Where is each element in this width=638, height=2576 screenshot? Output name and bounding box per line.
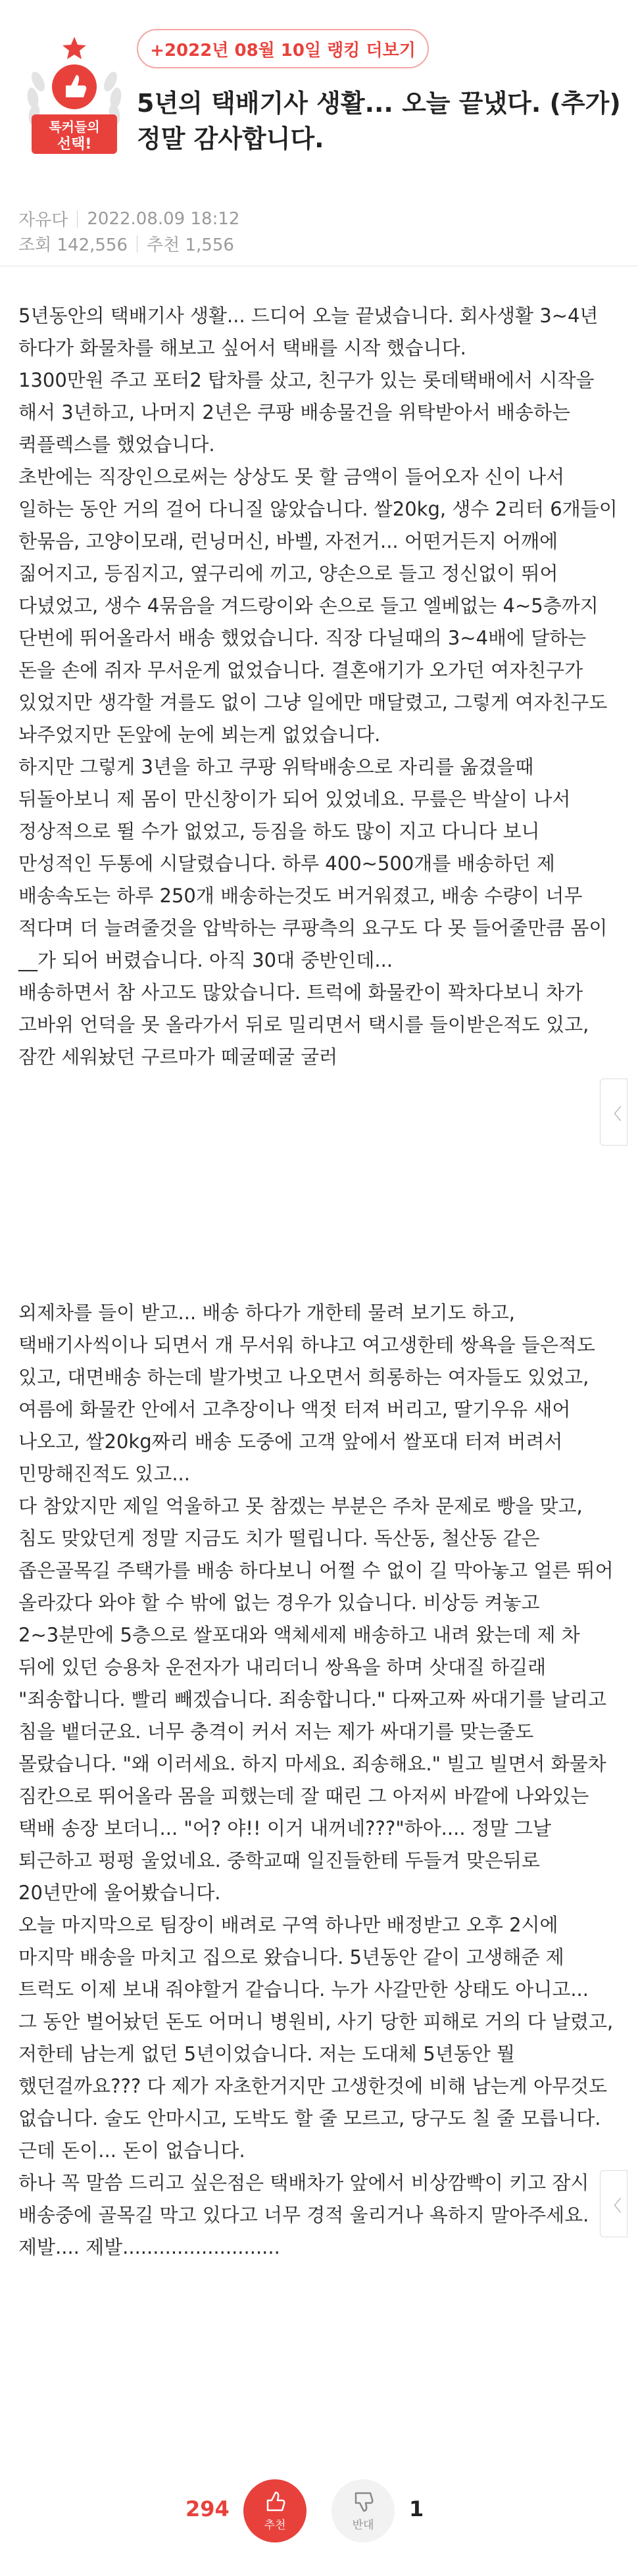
vote-bar	[0, 2473, 638, 2552]
upvote-label: 추천	[264, 2518, 286, 2532]
chevron-left-icon: 〈	[606, 1104, 622, 1123]
paragraph: 5년동안의 택배기사 생활... 드디어 오늘 끝냈습니다. 회사생활 3~4년 하다가 화물차를 해보고 싶어서 택배를 시작 했습니다.	[18, 304, 599, 359]
star-icon	[62, 37, 86, 59]
chevron-left-icon: 〈	[606, 2196, 622, 2215]
paragraph: 하지만 그렇게 3년을 하고 쿠팡 위탁배송으로 자리를 옮겼을때 뒤돌아보니 제 몸이 만신창이가 되어 있었네요. 무릎은 박살이 나서 정상적으로 뛸 수가 없었고, 등짐을 하도 많이 지고 다니다 보니 만성적인 두통에 시달렸습니다. 하루 400~500개를 배송하던 제 배송속도는 하루 250개 배송하는것도 버거워졌고, 배송 수량이 너무 적다며 더 늘려줄것을 압박하는 쿠팡측의 요구도 다 못 들어줄만큼 몸이 __가 되어 버렸습니다. 아직 30대 중반인데...	[18, 756, 608, 971]
ranking-more-link[interactable]: +2022년 08월 10일 랭킹 더보기	[137, 29, 429, 68]
downvote-count: 1	[409, 2496, 424, 2521]
paragraph: 다 참았지만 제일 억울하고 못 참겠는 부분은 주차 문제로 빵을 맞고, 침도 맞았던게 정말 지금도 치가 떨립니다. 독산동, 철산동 같은 좁은골목길 주택가를 배송 하다보니 어쩔 수 없이 길 막아놓고 얼른 뛰어 올라갔다 와야 할 수 밖에 없는 경우가 있습니다. 비상등 켜놓고 2~3분만에 5층으로 쌀포대와 액체세제 배송하고 내려 왔는데 제 차 뒤에 있던 승용차 운전자가 내리더니 쌍욕을 하며 삿대질 하길래 "죄송합니다. 빨리 빼겠습니다. 죄송합니다." 다짜고짜 싸대기를 날리고 침을 뱉더군요. 너무 충격이 커서 저는 제가 싸대기를 맞는줄도 몰랐습니다. "왜 이러세요. 하지 마세요. 죄송해요." 빌고 빌면서 화물차 짐칸으로 뛰어올라 몸을 피했는데 잘 때린 그 아저씨 바깥에 나와있는 택배 송장 보더니... "어? 야!! 이거 내꺼네???"하아.... 정말 그날 퇴근하고 펑펑 울었네요. 중학교때 일진들한테 두들겨 맞은뒤로 20년만에 울어봤습니다.	[18, 1495, 614, 1904]
best-pick-badge	[18, 36, 130, 160]
paragraph: 초반에는 직장인으로써는 상상도 못 할 금액이 들어오자 신이 나서 일하는 동안 거의 걸어 다니질 않았습니다. 쌀20kg, 생수 2리터 6개들이 한묶음, 고양이모래, 런닝머신, 바벨, 자전거... 어떤거든지 어깨에 짊어지고, 등짐지고, 옆구리에 끼고, 양손으로 들고 정신없이 뛰어 다녔었고, 생수 4묶음을 겨드랑이와 손으로 들고 엘베없는 4~5층까지 단번에 뛰어올라서 배송 했었습니다. 직장 다닐때의 3~4배에 달하는 돈을 손에 쥐자 무서운게 없었습니다. 결혼애기가 오가던 여자친구가 있었지만 생각할 겨를도 없이 그냥 일에만 매달렸고, 그렇게 여자친구도 놔주었지만 돈앞에 눈에 뵈는게 없었습니다.	[18, 466, 618, 746]
downvote-label: 반대	[352, 2518, 374, 2532]
paragraph: 하나 꼭 말씀 드리고 싶은점은 택배차가 앞에서 비상깜빡이 키고 잠시 배송중에 골목길 막고 있다고 너무 경적 울리거나 욕하지 말아주세요. 제발.... 제발..........................	[18, 2172, 589, 2258]
author-name[interactable]: 자유다	[18, 210, 68, 230]
svg-text:톡커들의: 톡커들의	[49, 119, 100, 135]
upvote-button[interactable]	[243, 2479, 307, 2542]
paragraph: 1300만원 주고 포터2 탑차를 샀고, 친구가 있는 롯데택배에서 시작을 해서 3년하고, 나머지 2년은 쿠팡 배송물건을 위탁받아서 배송하는 퀵플렉스를 했었습니다.	[18, 369, 595, 456]
svg-text:선택!: 선택!	[57, 136, 92, 153]
post-meta-stats	[18, 231, 234, 256]
paragraph: 배송하면서 참 사고도 많았습니다. 트럭에 화물칸이 꽉차다보니 차가 고바위 언덕을 못 올라가서 뒤로 밀리면서 택시를 들이받은적도 있고, 잠깐 세워놨던 구르마가 떼굴떼굴 굴러	[18, 981, 589, 1068]
post-date: 2022.08.09 18:12	[87, 208, 240, 229]
prev-post-tab[interactable]	[600, 1079, 627, 1146]
post-body-part2	[18, 1297, 618, 2264]
divider	[77, 210, 78, 228]
thumbs-down-icon	[352, 2491, 374, 2513]
view-count: 조회 142,556	[18, 235, 128, 255]
downvote-button[interactable]	[331, 2479, 395, 2542]
upvote-count: 294	[185, 2496, 230, 2521]
paragraph: 외제차를 들이 받고... 배송 하다가 개한테 물려 보기도 하고, 택배기사씩이나 되면서 개 무서워 하냐고 여고생한테 쌍욕을 들은적도 있고, 대면배송 하는데 발가벗고 나오면서 희롱하는 여자들도 있었고, 여름에 화물칸 안에서 고추장이나 액젓 터져 버리고, 딸기우유 새어 나오고, 쌀20kg짜리 배송 도중에 고객 앞에서 쌀포대 터져 버려서 민망해진적도 있고...	[18, 1301, 595, 1485]
paragraph: 그 동안 벌어놨던 돈도 어머니 병원비, 사기 당한 피해로 거의 다 날렸고, 저한테 남는게 없던 5년이었습니다. 저는 도대체 5년동안 뭘 했던걸까요??? 다 제가 자초한거지만 고생한것에 비해 남는게 아무것도 없습니다. 술도 안마시고, 도박도 할 줄 모르고, 당구도 칠 줄 모릅니다. 근데 돈이... 돈이 없습니다.	[18, 2010, 614, 2162]
post-meta-author-date	[18, 207, 239, 231]
next-post-tab[interactable]	[600, 2170, 627, 2237]
recommend-count: 추천 1,556	[147, 235, 234, 255]
post-title: 5년의 택배기사 생활... 오늘 끝냈다. (추가) 정말 감사합니다.	[137, 89, 621, 153]
paragraph: 오늘 마지막으로 팀장이 배려로 구역 하나만 배정받고 오후 2시에 마지막 배송을 마치고 집으로 왔습니다. 5년동안 같이 고생해준 제 트럭도 이제 보내 줘야할거 같습니다. 누가 사갈만한 상태도 아니고...	[18, 1914, 589, 2001]
thumbs-up-icon	[264, 2491, 286, 2513]
post-body-part1	[18, 300, 618, 1073]
